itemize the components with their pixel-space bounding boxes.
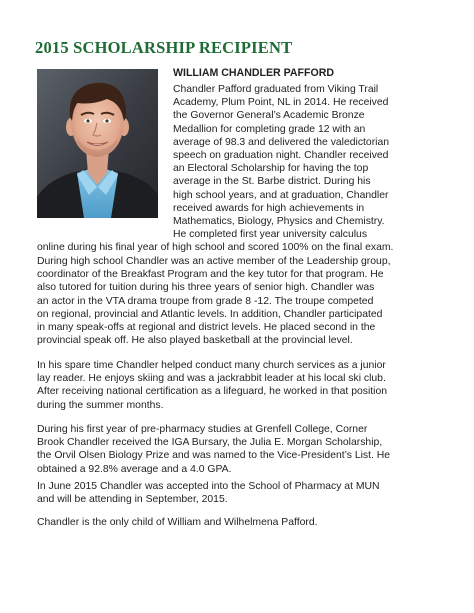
text-line: during the summer months. [37, 399, 164, 411]
text-line: an actor in the VTA drama troupe from grade 8 -12. The troupe competed [37, 295, 374, 307]
text-line: average in the St. Barbe district. During his [173, 176, 371, 188]
text-line: average of 98.3 and delivered the valedictorian [173, 136, 390, 148]
text-line: the Orvil Olsen Biology Prize and was named to the Vice-President’s List. He [37, 450, 391, 462]
text-line: Chandler Pafford graduated from Viking Trail [173, 84, 379, 95]
text-line: also tutored for tuition during his three years of senior high. Chandler was [37, 282, 375, 294]
text-line: Mathematics, Biology, Physics and Chemistry. [173, 215, 385, 227]
recipient-photo [37, 69, 158, 218]
recipient-name: WILLIAM CHANDLER PAFFORD [173, 67, 335, 79]
text-line: During his first year of pre-pharmacy studies at Grenfell College, Corner [37, 424, 368, 435]
text-line: lay reader. He enjoys skiing and was a jackrabbit leader at his local ski club. [37, 373, 386, 385]
acceptance-paragraph [37, 480, 467, 506]
text-line: In his spare time Chandler helped conduct many church services as a junior [37, 360, 386, 371]
text-line: and will be attending in September, 2015. [37, 494, 228, 506]
page-title: 2015 SCHOLARSHIP RECIPIENT [35, 38, 293, 57]
text-line: speech on graduation night. Chandler received [173, 149, 389, 161]
text-line: the Governor General’s Academic Bronze [173, 110, 365, 122]
text-line: During high school Chandler was an active member of the Leadership group, [37, 256, 391, 267]
text-line: provincial speak off. He also played basketball at the provincial level. [37, 335, 353, 347]
text-line: received awards for high achievements in [173, 202, 365, 214]
text-line: coordinator of the Breakfast Program and the key tutor for that program. He [37, 269, 384, 281]
text-line: Brook Chandler received the IGA Bursary, the Julia E. Morgan Scholarship, [37, 437, 383, 449]
text-line: obtained a 92.8% average and a 4.0 GPA. [37, 463, 232, 475]
intro-paragraph [37, 83, 463, 254]
spare-time-paragraph [37, 359, 467, 412]
text-line: After receiving national certification as a lifeguard, he worked in that position [37, 386, 388, 398]
text-line: He completed first year university calculus [173, 229, 368, 241]
text-line: an Electoral Scholarship for having the top [173, 163, 369, 175]
text-line: Medallion for completing grade 12 with an [173, 123, 366, 135]
text-line: on regional, provincial and Atlantic levels. In addition, Chandler participated [37, 308, 383, 320]
pre-pharmacy-paragraph [37, 423, 467, 476]
leadership-paragraph [37, 255, 467, 347]
family-paragraph [37, 516, 467, 529]
text-line: online during his final year of high school and scored 100% on the final exam. [37, 242, 394, 254]
text-line: Academy, Plum Point, NL in 2014. He received [173, 97, 389, 109]
text-line: high school years, and at graduation, Chandler [173, 189, 389, 201]
text-line: Chandler is the only child of William and Wilhelmena Pafford. [37, 517, 318, 528]
text-line: In June 2015 Chandler was accepted into the School of Pharmacy at MUN [37, 481, 380, 492]
text-line: in many speak-offs at regional and district levels. He placed second in the [37, 321, 376, 333]
